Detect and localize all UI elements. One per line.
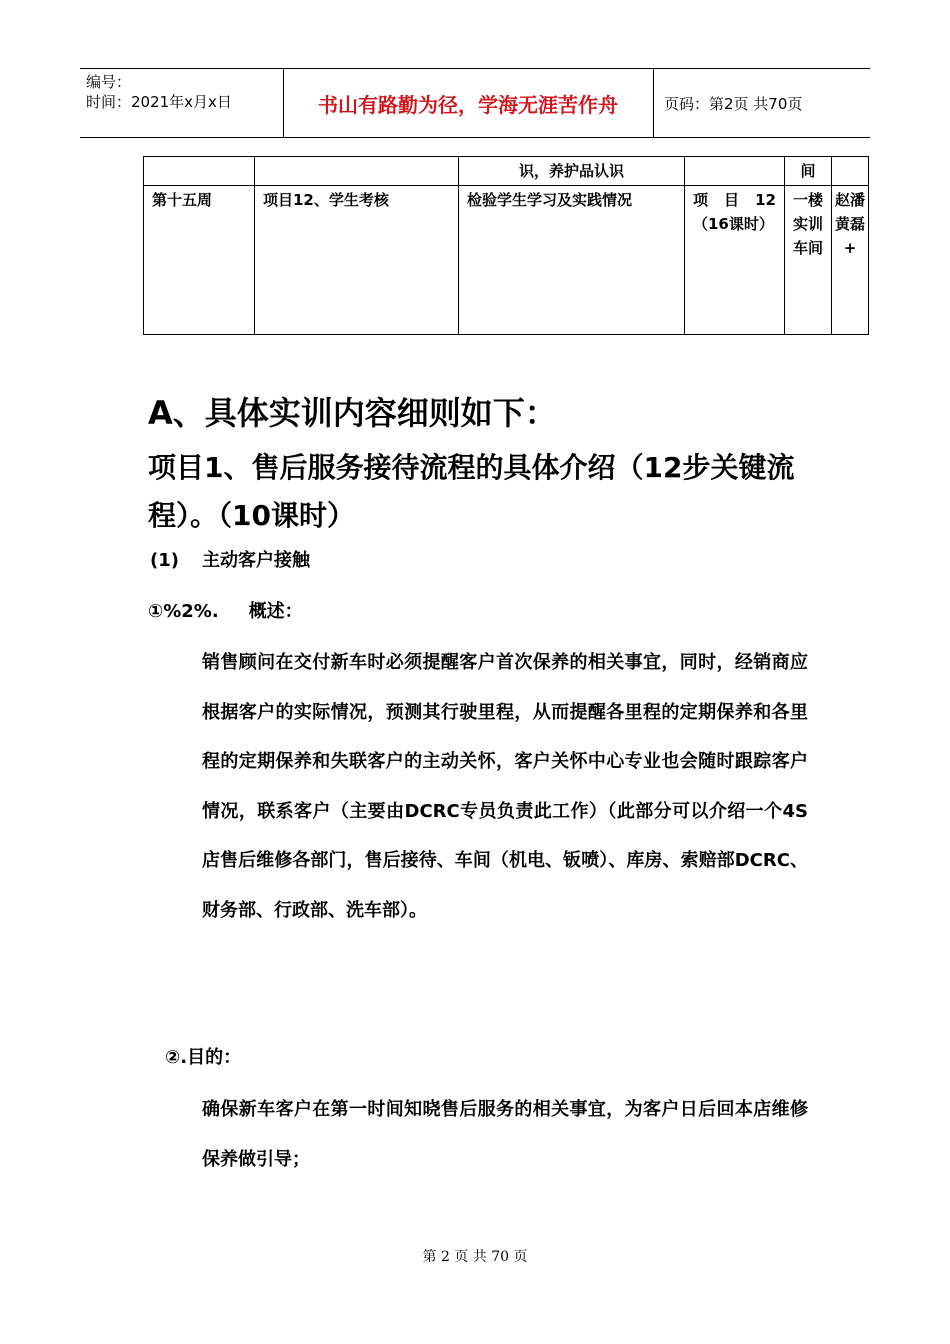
schedule-table [143, 156, 869, 335]
code-label: 编号： [86, 73, 132, 91]
subsection-heading [150, 546, 310, 572]
purpose-heading: ②.目的： [165, 1047, 242, 1068]
cell-week [144, 157, 255, 186]
cell-teacher: 赵潘黄磊+ [832, 186, 869, 335]
cell-project [255, 157, 459, 186]
cell-teacher [832, 157, 869, 186]
overview-paragraph: 销售顾问在交付新车时必须提醒客户首次保养的相关事宜，同时，经销商应根据客户的实际情况，预测其行驶里程，从而提醒各里程的定期保养和各里程的定期保养和失联客户的主动关怀，客户关怀中心专业也会随时跟踪客户情况，联系客户（主要由DCRC专员负责此工作）（此部分可以介绍一个4S店售后维修各部门，售后接待、车间（机电、钣喷）、库房、索赔部DCRC、财务部、行政部、洗车部）。 [202, 652, 808, 921]
header-motto: 书山有路勤为径，学海无涯苦作舟 [318, 92, 618, 117]
project-heading: 项目1、售后服务接待流程的具体介绍（12步关键流程）。（10课时） [148, 451, 795, 532]
cell-location: 间 [785, 157, 832, 186]
cell-location: 一楼实训车间 [785, 186, 832, 335]
cell-hours [685, 157, 785, 186]
time-label: 时间：2021年x月x日 [86, 93, 232, 111]
table-row [144, 157, 869, 186]
header-divider [653, 69, 654, 137]
section-heading: A、具体实训内容细则如下： [148, 394, 557, 432]
header-page-info: 页码：第2页 共70页 [664, 95, 803, 113]
cell-week: 第十五周 [144, 186, 255, 335]
item-number: ①%2%. [148, 601, 219, 622]
page-footer: 第 2 页 共 70 页 [422, 1249, 528, 1265]
page-header [80, 68, 870, 138]
table-row [144, 186, 869, 335]
item-title: 概述： [248, 601, 303, 622]
cell-project: 项目12、学生考核 [255, 186, 459, 335]
cell-content: 识，养护品认识 [459, 157, 685, 186]
purpose-paragraph: 确保新车客户在第一时间知晓售后服务的相关事宜，为客户日后回本店维修保养做引导； [202, 1099, 808, 1170]
cell-content: 检验学生学习及实践情况 [459, 186, 685, 335]
subsection-title: 主动客户接触 [202, 550, 310, 571]
cell-hours: 项 目 12（16课时） [685, 186, 785, 335]
subsection-number: (1) [150, 550, 179, 571]
header-meta [86, 72, 232, 112]
item-heading [148, 597, 303, 623]
